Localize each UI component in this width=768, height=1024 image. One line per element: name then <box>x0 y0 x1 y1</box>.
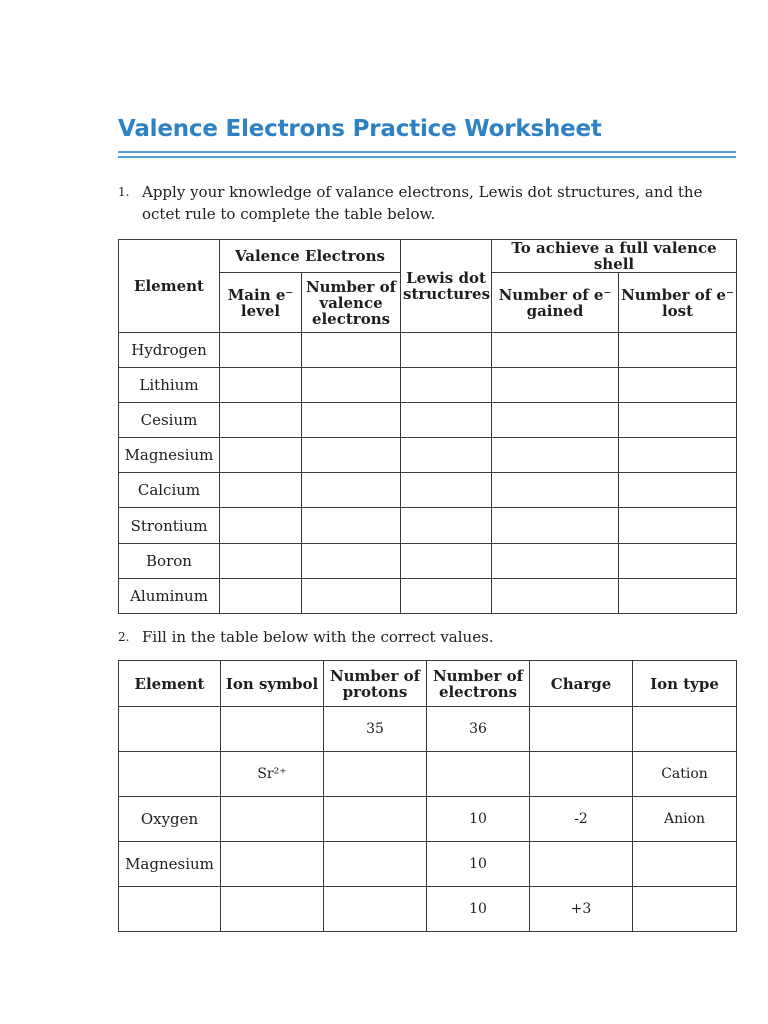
element-cell: Magnesium <box>119 842 221 887</box>
header-number-valence: Number of valence electrons <box>302 273 401 333</box>
header-protons: Number of protons <box>324 661 427 707</box>
table-row <box>119 368 737 403</box>
table-row <box>119 333 737 368</box>
electrons-cell: 36 <box>427 707 530 752</box>
protons-cell[interactable] <box>324 752 427 797</box>
table-row <box>119 797 737 842</box>
electrons-lost-cell[interactable] <box>619 544 737 579</box>
electrons-cell: 10 <box>427 797 530 842</box>
charge-cell[interactable] <box>530 842 633 887</box>
header-lewis-dot: Lewis dot structures <box>401 240 492 333</box>
element-cell: Magnesium <box>119 438 220 473</box>
element-cell: Calcium <box>119 473 220 508</box>
question-2 <box>118 626 736 648</box>
electrons-lost-cell[interactable] <box>619 403 737 438</box>
valence-count-cell[interactable] <box>302 544 401 579</box>
main-level-cell[interactable] <box>220 403 302 438</box>
lewis-structure-cell[interactable] <box>401 473 492 508</box>
ion-type-cell[interactable] <box>633 842 737 887</box>
element-cell: Hydrogen <box>119 333 220 368</box>
table-row <box>119 887 737 932</box>
question-1-number: 1. <box>118 185 130 199</box>
valence-count-cell[interactable] <box>302 438 401 473</box>
lewis-structure-cell[interactable] <box>401 579 492 614</box>
electrons-lost-cell[interactable] <box>619 368 737 403</box>
header-valence-electrons: Valence Electrons <box>220 240 401 273</box>
lewis-structure-cell[interactable] <box>401 438 492 473</box>
electrons-gained-cell[interactable] <box>492 473 619 508</box>
lewis-structure-cell[interactable] <box>401 368 492 403</box>
element-cell: Boron <box>119 544 220 579</box>
valence-electrons-table <box>118 239 737 614</box>
header-charge: Charge <box>530 661 633 707</box>
ion-symbol-cell[interactable] <box>221 797 324 842</box>
electrons-cell: 10 <box>427 842 530 887</box>
lewis-structure-cell[interactable] <box>401 508 492 544</box>
question-1-text: Apply your knowledge of valance electrons, Lewis dot structures, and the octet rule to complete the table below. <box>142 183 703 223</box>
charge-cell[interactable] <box>530 752 633 797</box>
valence-count-cell[interactable] <box>302 579 401 614</box>
table-row <box>119 403 737 438</box>
main-level-cell[interactable] <box>220 438 302 473</box>
valence-count-cell[interactable] <box>302 473 401 508</box>
element-cell[interactable] <box>119 752 221 797</box>
element-cell[interactable] <box>119 707 221 752</box>
header-electrons: Number of electrons <box>427 661 530 707</box>
electrons-lost-cell[interactable] <box>619 438 737 473</box>
valence-count-cell[interactable] <box>302 333 401 368</box>
electrons-gained-cell[interactable] <box>492 508 619 544</box>
ion-symbol-cell[interactable] <box>221 887 324 932</box>
electrons-lost-cell[interactable] <box>619 473 737 508</box>
electrons-lost-cell[interactable] <box>619 333 737 368</box>
header-electrons-gained: Number of e⁻ gained <box>492 273 619 333</box>
electrons-lost-cell[interactable] <box>619 579 737 614</box>
lewis-structure-cell[interactable] <box>401 333 492 368</box>
title-rule-top <box>118 151 736 153</box>
valence-count-cell[interactable] <box>302 403 401 438</box>
ion-symbol-cell[interactable] <box>221 707 324 752</box>
main-level-cell[interactable] <box>220 473 302 508</box>
valence-count-cell[interactable] <box>302 368 401 403</box>
element-cell: Aluminum <box>119 579 220 614</box>
main-level-cell[interactable] <box>220 508 302 544</box>
main-level-cell[interactable] <box>220 333 302 368</box>
electrons-cell: 10 <box>427 887 530 932</box>
ion-type-cell: Anion <box>633 797 737 842</box>
main-level-cell[interactable] <box>220 368 302 403</box>
charge-cell: +3 <box>530 887 633 932</box>
table-row <box>119 579 737 614</box>
question-1 <box>118 181 736 225</box>
electrons-gained-cell[interactable] <box>492 403 619 438</box>
main-level-cell[interactable] <box>220 544 302 579</box>
lewis-structure-cell[interactable] <box>401 544 492 579</box>
table-row <box>119 707 737 752</box>
header-ion-symbol: Ion symbol <box>221 661 324 707</box>
ion-symbol-cell[interactable] <box>221 842 324 887</box>
header-full-valence-shell: To achieve a full valence shell <box>492 240 737 273</box>
header-ion-type: Ion type <box>633 661 737 707</box>
electrons-gained-cell[interactable] <box>492 544 619 579</box>
question-2-text: Fill in the table below with the correct values. <box>142 628 494 646</box>
table-row <box>119 842 737 887</box>
protons-cell[interactable] <box>324 797 427 842</box>
electrons-gained-cell[interactable] <box>492 333 619 368</box>
table-row <box>119 544 737 579</box>
element-cell[interactable] <box>119 887 221 932</box>
charge-cell: -2 <box>530 797 633 842</box>
question-2-number: 2. <box>118 630 130 644</box>
electrons-gained-cell[interactable] <box>492 368 619 403</box>
valence-count-cell[interactable] <box>302 508 401 544</box>
ion-symbol-cell: Sr²⁺ <box>221 752 324 797</box>
ion-type-cell[interactable] <box>633 887 737 932</box>
table-row <box>119 438 737 473</box>
protons-cell: 35 <box>324 707 427 752</box>
header-electrons-lost: Number of e⁻ lost <box>619 273 737 333</box>
header-main-level: Main e⁻ level <box>220 273 302 333</box>
header-element: Element <box>119 240 220 333</box>
table-row <box>119 752 737 797</box>
ion-table <box>118 660 737 932</box>
main-level-cell[interactable] <box>220 579 302 614</box>
ion-type-cell[interactable] <box>633 707 737 752</box>
header-element: Element <box>119 661 221 707</box>
protons-cell[interactable] <box>324 887 427 932</box>
electrons-cell[interactable] <box>427 752 530 797</box>
lewis-structure-cell[interactable] <box>401 403 492 438</box>
element-cell: Cesium <box>119 403 220 438</box>
charge-cell[interactable] <box>530 707 633 752</box>
ion-type-cell: Cation <box>633 752 737 797</box>
table-row <box>119 508 737 544</box>
element-cell: Lithium <box>119 368 220 403</box>
protons-cell[interactable] <box>324 842 427 887</box>
title-rule-bottom <box>118 156 736 158</box>
element-cell: Strontium <box>119 508 220 544</box>
worksheet-title: Valence Electrons Practice Worksheet <box>118 116 602 142</box>
electrons-lost-cell[interactable] <box>619 508 737 544</box>
table-row <box>119 473 737 508</box>
element-cell: Oxygen <box>119 797 221 842</box>
electrons-gained-cell[interactable] <box>492 579 619 614</box>
electrons-gained-cell[interactable] <box>492 438 619 473</box>
